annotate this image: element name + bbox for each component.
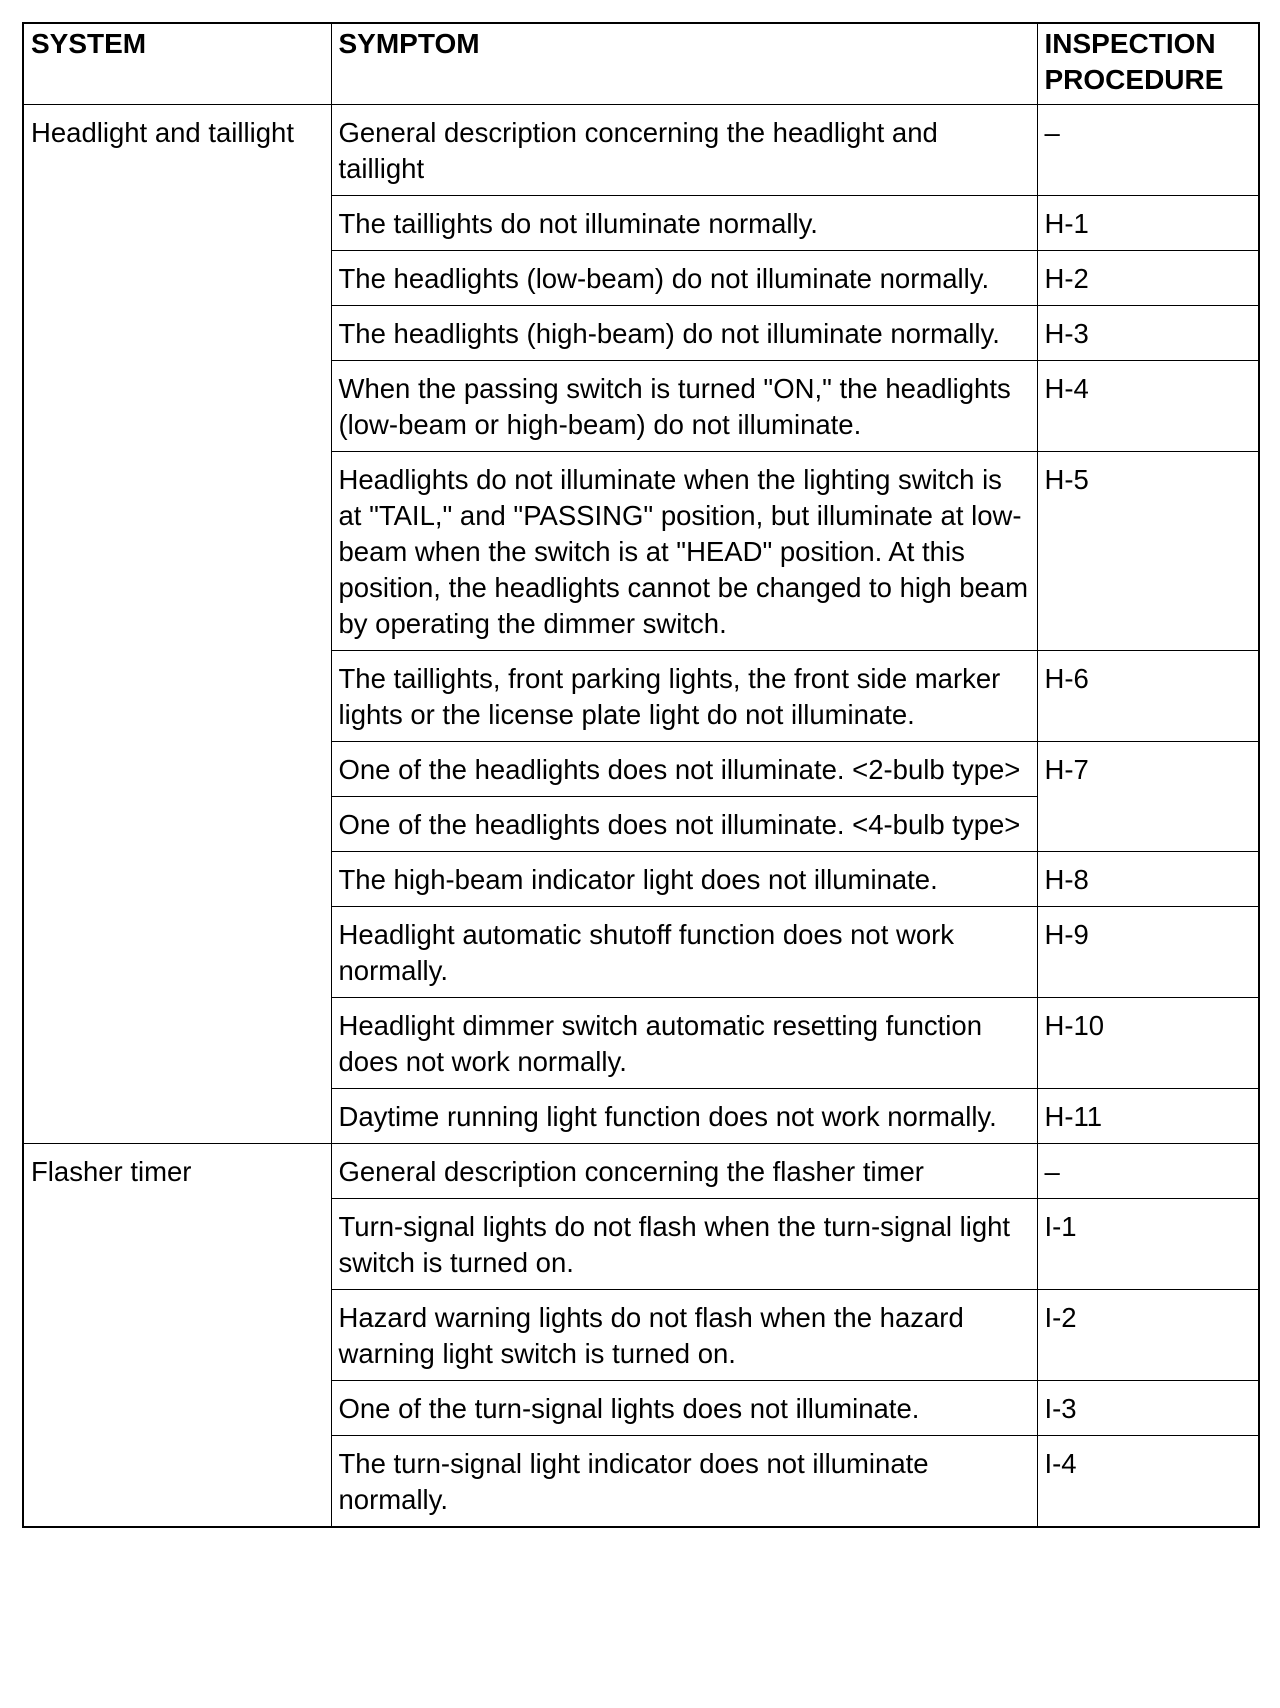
symptom-cell: One of the headlights does not illuminate. <4-bulb type>: [331, 797, 1037, 852]
procedure-cell: H-5: [1037, 452, 1259, 651]
header-inspection-procedure: INSPECTION PROCEDURE: [1037, 23, 1259, 105]
procedure-cell: H-8: [1037, 852, 1259, 907]
procedure-cell: H-7: [1037, 742, 1259, 852]
symptom-cell: Hazard warning lights do not flash when the hazard warning light switch is turned on.: [331, 1290, 1037, 1381]
symptom-cell: One of the turn-signal lights does not illuminate.: [331, 1381, 1037, 1436]
system-cell-headlight-taillight: Headlight and taillight: [23, 105, 331, 1144]
symptom-cell: Headlight automatic shutoff function does not work normally.: [331, 907, 1037, 998]
procedure-cell: H-11: [1037, 1089, 1259, 1144]
procedure-cell: I-1: [1037, 1199, 1259, 1290]
symptom-cell: General description concerning the headlight and taillight: [331, 105, 1037, 196]
symptom-cell: The taillights, front parking lights, the front side marker lights or the license plate light do not illuminate.: [331, 651, 1037, 742]
symptom-cell: The turn-signal light indicator does not illuminate normally.: [331, 1436, 1037, 1528]
procedure-cell: I-2: [1037, 1290, 1259, 1381]
symptom-cell: Turn-signal lights do not flash when the turn-signal light switch is turned on.: [331, 1199, 1037, 1290]
procedure-cell: H-10: [1037, 998, 1259, 1089]
symptom-cell: General description concerning the flasher timer: [331, 1144, 1037, 1199]
system-cell-flasher-timer: Flasher timer: [23, 1144, 331, 1528]
procedure-cell: H-3: [1037, 306, 1259, 361]
procedure-cell: –: [1037, 1144, 1259, 1199]
symptom-cell: When the passing switch is turned "ON," the headlights (low-beam or high-beam) do not illuminate.: [331, 361, 1037, 452]
troubleshooting-table: [22, 22, 1260, 1528]
procedure-cell: I-3: [1037, 1381, 1259, 1436]
symptom-cell: The taillights do not illuminate normally.: [331, 196, 1037, 251]
header-system: SYSTEM: [23, 23, 331, 105]
procedure-cell: H-6: [1037, 651, 1259, 742]
symptom-cell: The headlights (low-beam) do not illuminate normally.: [331, 251, 1037, 306]
procedure-cell: H-2: [1037, 251, 1259, 306]
procedure-cell: H-4: [1037, 361, 1259, 452]
symptom-cell: Daytime running light function does not work normally.: [331, 1089, 1037, 1144]
table-row: [23, 1144, 1259, 1199]
symptom-cell: Headlights do not illuminate when the lighting switch is at "TAIL," and "PASSING" position, but illuminate at low-beam when the switch is at "HEAD" position. At this position, the headlights cannot be changed to high beam by operating the dimmer switch.: [331, 452, 1037, 651]
procedure-cell: H-1: [1037, 196, 1259, 251]
procedure-cell: I-4: [1037, 1436, 1259, 1528]
header-symptom: SYMPTOM: [331, 23, 1037, 105]
procedure-cell: H-9: [1037, 907, 1259, 998]
table-row: [23, 105, 1259, 196]
procedure-cell: –: [1037, 105, 1259, 196]
header-row: [23, 23, 1259, 105]
symptom-cell: One of the headlights does not illuminate. <2-bulb type>: [331, 742, 1037, 797]
symptom-cell: The high-beam indicator light does not illuminate.: [331, 852, 1037, 907]
symptom-cell: The headlights (high-beam) do not illuminate normally.: [331, 306, 1037, 361]
symptom-cell: Headlight dimmer switch automatic resetting function does not work normally.: [331, 998, 1037, 1089]
